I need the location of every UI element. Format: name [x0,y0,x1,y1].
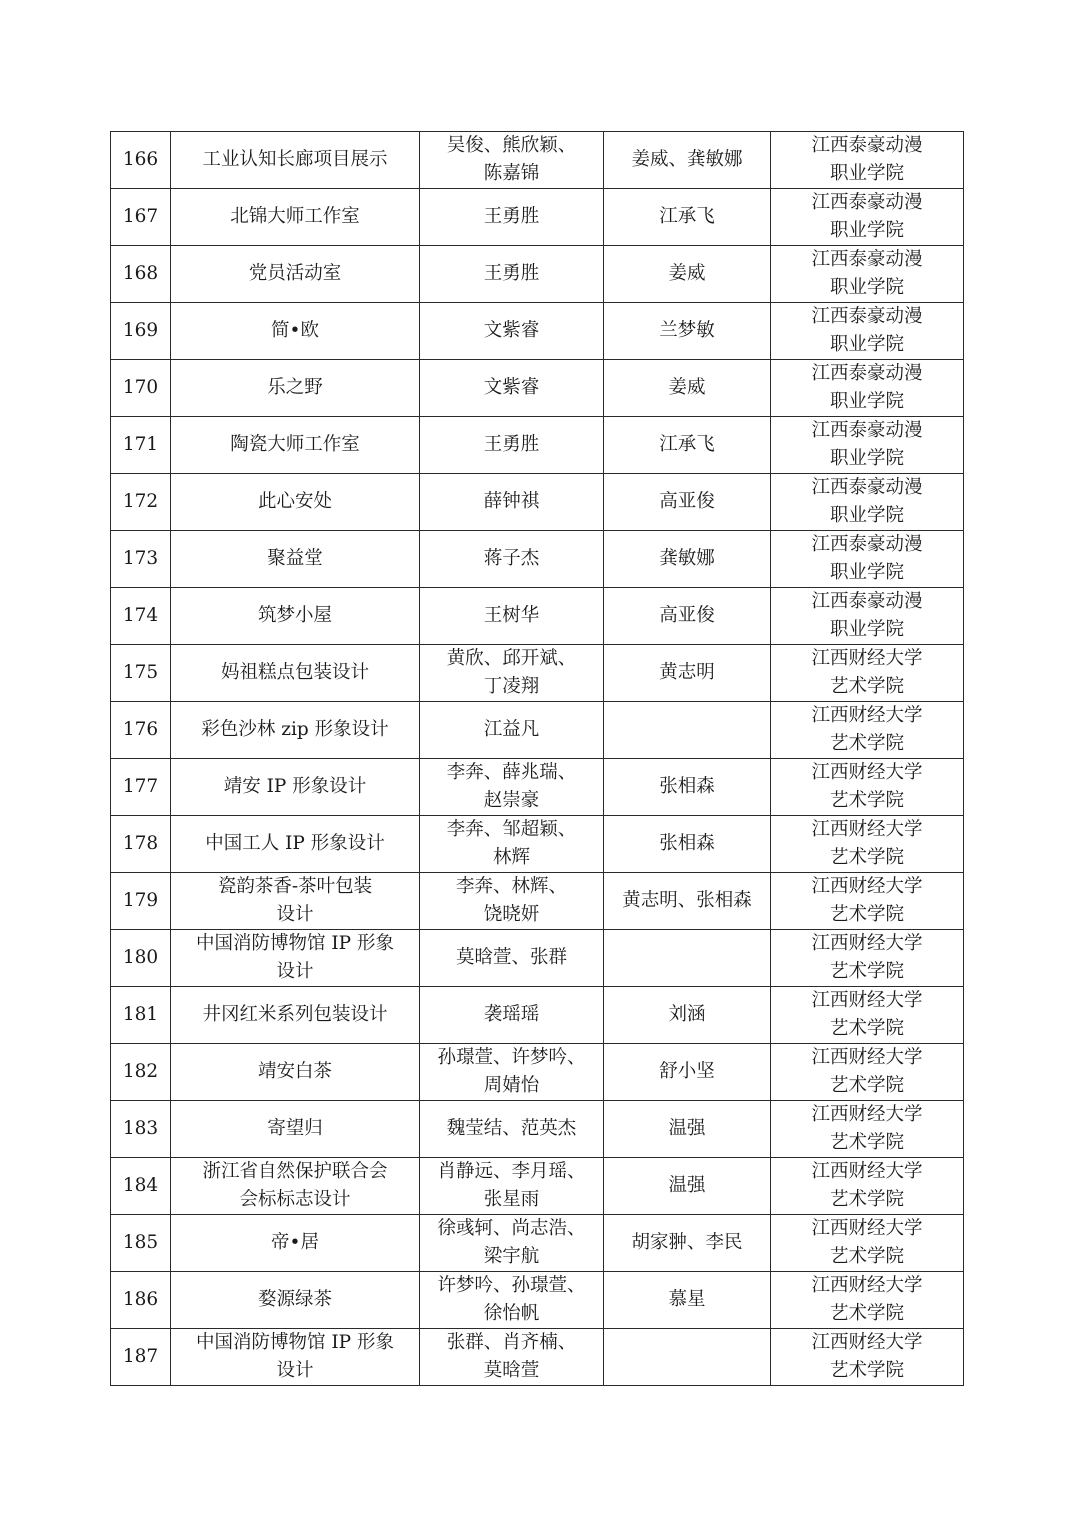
authors-cell: 王勇胜 [420,417,604,474]
work-title-cell: 中国消防博物馆 IP 形象 设计 [171,930,420,987]
table-row [111,474,964,531]
work-title-cell: 中国消防博物馆 IP 形象 设计 [171,1329,420,1386]
school-cell: 江西财经大学 艺术学院 [771,873,964,930]
table-row [111,1158,964,1215]
table-row [111,873,964,930]
advisors-cell: 江承飞 [604,417,771,474]
row-number-cell: 171 [111,417,171,474]
advisors-cell: 刘涵 [604,987,771,1044]
advisors-cell: 温强 [604,1158,771,1215]
advisors-cell: 高亚俊 [604,474,771,531]
work-title-cell: 党员活动室 [171,246,420,303]
row-number-cell: 168 [111,246,171,303]
school-cell: 江西财经大学 艺术学院 [771,1215,964,1272]
authors-cell: 文紫睿 [420,360,604,417]
advisors-cell [604,702,771,759]
table-row [111,645,964,702]
row-number-cell: 182 [111,1044,171,1101]
table-row [111,702,964,759]
school-cell: 江西财经大学 艺术学院 [771,1272,964,1329]
table-row [111,1101,964,1158]
table-row [111,987,964,1044]
row-number-cell: 170 [111,360,171,417]
row-number-cell: 179 [111,873,171,930]
work-title-cell: 彩色沙林 zip 形象设计 [171,702,420,759]
advisors-cell: 兰梦敏 [604,303,771,360]
work-title-cell: 瓷韵茶香-茶叶包装 设计 [171,873,420,930]
table-row [111,303,964,360]
authors-cell: 蒋子杰 [420,531,604,588]
school-cell: 江西财经大学 艺术学院 [771,702,964,759]
school-cell: 江西财经大学 艺术学院 [771,1044,964,1101]
row-number-cell: 167 [111,189,171,246]
authors-cell: 莫晗萱、张群 [420,930,604,987]
table-row [111,189,964,246]
school-cell: 江西财经大学 艺术学院 [771,759,964,816]
authors-cell: 文紫睿 [420,303,604,360]
authors-cell: 李奔、邹超颖、 林辉 [420,816,604,873]
authors-cell: 王树华 [420,588,604,645]
school-cell: 江西泰豪动漫 职业学院 [771,303,964,360]
school-cell: 江西泰豪动漫 职业学院 [771,132,964,189]
row-number-cell: 187 [111,1329,171,1386]
advisors-cell [604,1329,771,1386]
row-number-cell: 180 [111,930,171,987]
authors-cell: 黄欣、邱开斌、 丁凌翔 [420,645,604,702]
work-title-cell: 靖安白茶 [171,1044,420,1101]
authors-cell: 王勇胜 [420,189,604,246]
advisors-cell: 高亚俊 [604,588,771,645]
school-cell: 江西泰豪动漫 职业学院 [771,531,964,588]
advisors-cell: 张相森 [604,759,771,816]
table-row [111,1215,964,1272]
row-number-cell: 175 [111,645,171,702]
advisors-cell: 舒小坚 [604,1044,771,1101]
row-number-cell: 174 [111,588,171,645]
row-number-cell: 169 [111,303,171,360]
work-title-cell: 靖安 IP 形象设计 [171,759,420,816]
authors-cell: 李奔、林辉、 饶晓妍 [420,873,604,930]
work-title-cell: 婺源绿茶 [171,1272,420,1329]
row-number-cell: 178 [111,816,171,873]
school-cell: 江西财经大学 艺术学院 [771,1329,964,1386]
authors-cell: 肖静远、李月瑶、 张星雨 [420,1158,604,1215]
work-title-cell: 中国工人 IP 形象设计 [171,816,420,873]
table-row [111,930,964,987]
school-cell: 江西泰豪动漫 职业学院 [771,189,964,246]
school-cell: 江西泰豪动漫 职业学院 [771,360,964,417]
advisors-cell: 黄志明 [604,645,771,702]
table-row [111,1329,964,1386]
advisors-cell: 江承飞 [604,189,771,246]
advisors-cell: 黄志明、张相森 [604,873,771,930]
work-title-cell: 妈祖糕点包装设计 [171,645,420,702]
table-row [111,759,964,816]
school-cell: 江西财经大学 艺术学院 [771,816,964,873]
authors-cell: 江益凡 [420,702,604,759]
advisors-cell: 姜威 [604,360,771,417]
advisors-cell: 慕星 [604,1272,771,1329]
award-list-table [110,131,964,1386]
work-title-cell: 筑梦小屋 [171,588,420,645]
authors-cell: 徐彧轲、尚志浩、 梁宇航 [420,1215,604,1272]
advisors-cell: 胡家翀、李民 [604,1215,771,1272]
row-number-cell: 173 [111,531,171,588]
school-cell: 江西泰豪动漫 职业学院 [771,588,964,645]
authors-cell: 王勇胜 [420,246,604,303]
school-cell: 江西财经大学 艺术学院 [771,930,964,987]
work-title-cell: 聚益堂 [171,531,420,588]
row-number-cell: 184 [111,1158,171,1215]
authors-cell: 吴俊、熊欣颖、 陈嘉锦 [420,132,604,189]
row-number-cell: 166 [111,132,171,189]
row-number-cell: 183 [111,1101,171,1158]
table-row [111,132,964,189]
school-cell: 江西泰豪动漫 职业学院 [771,417,964,474]
table-row [111,588,964,645]
work-title-cell: 简•欧 [171,303,420,360]
authors-cell: 李奔、薛兆瑞、 赵崇豪 [420,759,604,816]
school-cell: 江西泰豪动漫 职业学院 [771,474,964,531]
school-cell: 江西财经大学 艺术学院 [771,987,964,1044]
school-cell: 江西财经大学 艺术学院 [771,1158,964,1215]
table-row [111,1272,964,1329]
authors-cell: 孙璟萱、许梦吟、 周婧怡 [420,1044,604,1101]
row-number-cell: 176 [111,702,171,759]
table-row [111,360,964,417]
work-title-cell: 乐之野 [171,360,420,417]
table-body [111,132,964,1386]
work-title-cell: 井冈红米系列包装设计 [171,987,420,1044]
authors-cell: 魏莹结、范英杰 [420,1101,604,1158]
row-number-cell: 177 [111,759,171,816]
work-title-cell: 陶瓷大师工作室 [171,417,420,474]
school-cell: 江西财经大学 艺术学院 [771,645,964,702]
school-cell: 江西泰豪动漫 职业学院 [771,246,964,303]
work-title-cell: 寄望归 [171,1101,420,1158]
advisors-cell: 姜威 [604,246,771,303]
school-cell: 江西财经大学 艺术学院 [771,1101,964,1158]
table-row [111,531,964,588]
work-title-cell: 浙江省自然保护联合会 会标标志设计 [171,1158,420,1215]
authors-cell: 袭瑶瑶 [420,987,604,1044]
table-row [111,1044,964,1101]
authors-cell: 张群、肖齐楠、 莫晗萱 [420,1329,604,1386]
advisors-cell [604,930,771,987]
row-number-cell: 185 [111,1215,171,1272]
work-title-cell: 北锦大师工作室 [171,189,420,246]
table-row [111,816,964,873]
row-number-cell: 181 [111,987,171,1044]
table-row [111,246,964,303]
work-title-cell: 帝•居 [171,1215,420,1272]
work-title-cell: 工业认知长廊项目展示 [171,132,420,189]
work-title-cell: 此心安处 [171,474,420,531]
advisors-cell: 龚敏娜 [604,531,771,588]
advisors-cell: 姜威、龚敏娜 [604,132,771,189]
table-row [111,417,964,474]
row-number-cell: 172 [111,474,171,531]
row-number-cell: 186 [111,1272,171,1329]
advisors-cell: 张相森 [604,816,771,873]
advisors-cell: 温强 [604,1101,771,1158]
authors-cell: 薛钟祺 [420,474,604,531]
authors-cell: 许梦吟、孙璟萱、 徐怡帆 [420,1272,604,1329]
